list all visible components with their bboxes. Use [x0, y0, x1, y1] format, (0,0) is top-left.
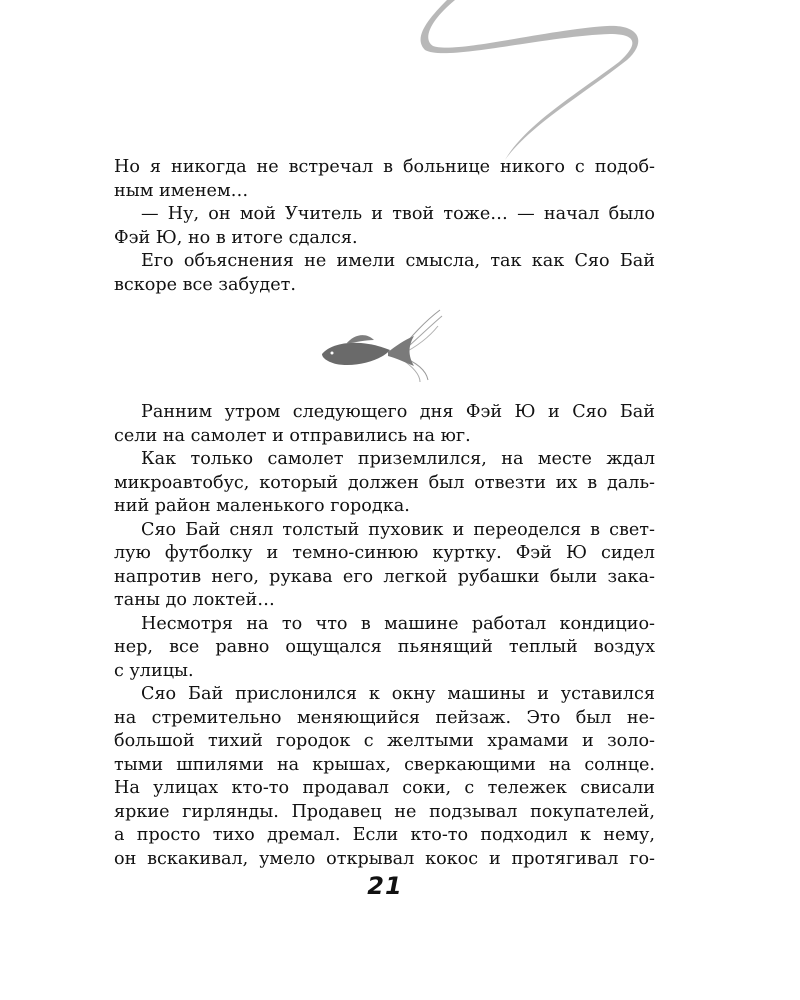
text-block-1: [114, 156, 655, 297]
text-line: Фэй Ю, но в итоге сдался.: [114, 227, 358, 248]
text-line: большой тихий городок с желтыми храмами и золо-: [114, 731, 655, 751]
text-line: Ранним утром следующего дня Фэй Ю и Сяо Бай: [141, 402, 655, 422]
text-line: он вскакивал, умело открывал кокос и протягивал го-: [114, 848, 655, 869]
text-line: На улицах кто-то продавал соки, с тележек свисали: [114, 778, 655, 798]
text-line: сели на самолет и отправились на юг.: [114, 425, 471, 446]
text-line: таны до локтей…: [114, 590, 275, 610]
text-line: вскоре все забудет.: [114, 274, 296, 295]
text-line: ний район маленького городка.: [114, 496, 410, 516]
text-line: Сяо Бай прислонился к окну машины и уставился: [141, 684, 655, 704]
text-line: Несмотря на то что в машине работал кондицио-: [141, 613, 655, 634]
text-line: Его объяснения не имели смысла, так как Сяо Бай: [141, 251, 655, 271]
fish-icon: [316, 306, 446, 382]
text-line: напротив него, рукава его легкой рубашки были зака-: [114, 566, 655, 587]
text-line: на стремительно меняющийся пейзаж. Это был не-: [114, 707, 655, 728]
text-line: Сяо Бай снял толстый пуховик и переоделся в свет-: [141, 519, 655, 540]
text-line: микроавтобус, который должен был отвезти их в даль-: [114, 472, 655, 493]
text-line: лую футболку и темно-синюю куртку. Фэй Ю сидел: [114, 543, 655, 563]
text-line: — Ну, он мой Учитель и твой тоже… — начал было: [141, 204, 655, 224]
text-line: тыми шпилями на крышах, сверкающими на солнце.: [114, 754, 655, 775]
text-line: Как только самолет приземлился, на месте ждал: [141, 449, 655, 469]
brush-stroke-icon: [405, 0, 645, 160]
text-line: с улицы.: [114, 660, 194, 681]
text-line: яркие гирлянды. Продавец не подзывал покупателей,: [114, 801, 655, 822]
text-line: Но я никогда не встречал в больнице никого с подоб-: [114, 157, 655, 177]
page-number: 21: [367, 872, 403, 900]
text-line: а просто тихо дремал. Если кто-то подходил к нему,: [114, 825, 655, 845]
text-line: нер, все равно ощущался пьянящий теплый воздух: [114, 637, 655, 657]
text-line: ным именем…: [114, 180, 249, 201]
text-block-2: [114, 401, 655, 871]
